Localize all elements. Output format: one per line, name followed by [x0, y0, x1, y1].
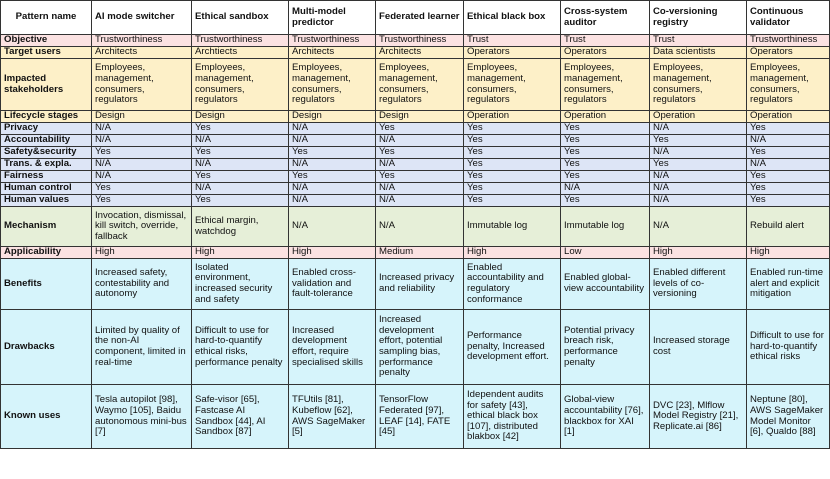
table-cell: Yes	[92, 147, 192, 159]
table-cell: Operators	[464, 47, 561, 59]
table-cell: Yes	[464, 147, 561, 159]
table-cell: Design	[376, 111, 464, 123]
table-cell: N/A	[289, 159, 376, 171]
table-row	[1, 183, 830, 195]
table-cell: Yes	[561, 123, 650, 135]
row-label: Impacted stakeholders	[1, 59, 92, 111]
table-cell: Neptune [80], AWS SageMaker Model Monitor [6], Qualdo [88]	[747, 385, 830, 449]
header-cell: Pattern name	[1, 1, 92, 35]
table-cell: N/A	[747, 159, 830, 171]
header-cell: Continuous validator	[747, 1, 830, 35]
table-cell: TFUtils [81], Kubeflow [62], AWS SageMaker [5]	[289, 385, 376, 449]
table-cell: Operation	[650, 111, 747, 123]
table-cell: Enabled run-time alert and explicit mitigation	[747, 259, 830, 310]
table-cell: Immutable log	[464, 207, 561, 247]
table-cell: Immutable log	[561, 207, 650, 247]
table-cell: TensorFlow Federated [97], LEAF [14], FATE [45]	[376, 385, 464, 449]
table-row	[1, 171, 830, 183]
table-cell: Employees, management, consumers, regulators	[561, 59, 650, 111]
table-cell: Archtiects	[192, 47, 289, 59]
table-cell: Yes	[650, 159, 747, 171]
table-cell: Limited by quality of the non-AI component, limited in real-time	[92, 310, 192, 385]
table-row	[1, 195, 830, 207]
table-cell: N/A	[289, 123, 376, 135]
table-cell: Design	[289, 111, 376, 123]
table-cell: Tesla autopilot [98], Waymo [105], Baidu autonomous mini-bus [7]	[92, 385, 192, 449]
table-cell: N/A	[376, 183, 464, 195]
table-cell: Yes	[376, 147, 464, 159]
table-cell: Ethical margin, watchdog	[192, 207, 289, 247]
table-cell: N/A	[192, 183, 289, 195]
table-cell: N/A	[376, 207, 464, 247]
header-cell: Ethical sandbox	[192, 1, 289, 35]
table-cell: N/A	[376, 135, 464, 147]
table-cell: High	[289, 247, 376, 259]
table-cell: Yes	[92, 195, 192, 207]
table-cell: Invocation, dismissal, kill switch, override, fallback	[92, 207, 192, 247]
table-cell: N/A	[376, 195, 464, 207]
table-cell: Difficult to use for hard-to-quantify ethical risks, performance penalty	[192, 310, 289, 385]
table-cell: Yes	[561, 159, 650, 171]
table-row	[1, 111, 830, 123]
table-cell: Potential privacy breach risk, performance penalty	[561, 310, 650, 385]
table-cell: N/A	[92, 159, 192, 171]
table-cell: N/A	[192, 135, 289, 147]
table-cell: Yes	[192, 147, 289, 159]
table-cell: Yes	[289, 171, 376, 183]
table-cell: DVC [23], Mlflow Model Registry [21], Replicate.ai [86]	[650, 385, 747, 449]
table-cell: N/A	[650, 195, 747, 207]
table-cell: Architects	[92, 47, 192, 59]
row-label: Benefits	[1, 259, 92, 310]
table-cell: Increased privacy and reliability	[376, 259, 464, 310]
table-cell: Trustworthiness	[289, 35, 376, 47]
table-cell: Enabled accountability and regulatory conformance	[464, 259, 561, 310]
row-label: Known uses	[1, 385, 92, 449]
table-cell: N/A	[561, 183, 650, 195]
table-cell: Yes	[464, 171, 561, 183]
row-label: Fairness	[1, 171, 92, 183]
table-cell: N/A	[650, 123, 747, 135]
table-cell: Yes	[464, 159, 561, 171]
table-cell: N/A	[289, 195, 376, 207]
table-cell: Yes	[561, 147, 650, 159]
table-cell: Increased storage cost	[650, 310, 747, 385]
table-cell: N/A	[92, 123, 192, 135]
table-row	[1, 35, 830, 47]
table-row	[1, 247, 830, 259]
header-row	[1, 1, 830, 35]
table-cell: Employees, management, consumers, regulators	[464, 59, 561, 111]
table-cell: Idependent audits for safety [43], ethical black box [107], distributed blakbox [42]	[464, 385, 561, 449]
table-cell: Low	[561, 247, 650, 259]
table-cell: Operators	[747, 47, 830, 59]
table-cell: N/A	[289, 183, 376, 195]
table-cell: Trust	[464, 35, 561, 47]
table-cell: Yes	[464, 123, 561, 135]
table-cell: Employees, management, consumers, regulators	[376, 59, 464, 111]
table-cell: N/A	[747, 135, 830, 147]
table-row	[1, 159, 830, 171]
table-cell: N/A	[376, 159, 464, 171]
row-label: Objective	[1, 35, 92, 47]
row-label: Trans. & expla.	[1, 159, 92, 171]
row-label: Human values	[1, 195, 92, 207]
table-cell: Yes	[192, 195, 289, 207]
table-cell: Yes	[747, 195, 830, 207]
table-cell: High	[92, 247, 192, 259]
table-cell: Yes	[561, 135, 650, 147]
table-row	[1, 59, 830, 111]
table-cell: Safe-visor [65], Fastcase AI Sandbox [44], AI Sandbox [87]	[192, 385, 289, 449]
table-cell: Global-view accountability [76], blackbox for XAI [1]	[561, 385, 650, 449]
table-cell: Enabled cross-validation and fault-tolerance	[289, 259, 376, 310]
table-cell: Employees, management, consumers, regulators	[289, 59, 376, 111]
table-row	[1, 385, 830, 449]
table-cell: Performance penalty, Increased development effort.	[464, 310, 561, 385]
table-cell: Increased development effort, require specialised skills	[289, 310, 376, 385]
table-cell: Design	[192, 111, 289, 123]
row-label: Lifecycle stages	[1, 111, 92, 123]
table-cell: High	[192, 247, 289, 259]
table-cell: High	[747, 247, 830, 259]
table-cell: Operation	[464, 111, 561, 123]
table-cell: Yes	[464, 195, 561, 207]
row-label: Applicability	[1, 247, 92, 259]
table-cell: N/A	[650, 147, 747, 159]
table-cell: N/A	[650, 171, 747, 183]
row-label: Accountability	[1, 135, 92, 147]
header-cell: Multi-model predictor	[289, 1, 376, 35]
table-cell: Yes	[192, 171, 289, 183]
header-cell: Federated learner	[376, 1, 464, 35]
table-cell: Yes	[747, 171, 830, 183]
table-cell: Architects	[289, 47, 376, 59]
table-cell: Trustworthiness	[192, 35, 289, 47]
header-cell: AI mode switcher	[92, 1, 192, 35]
table-cell: Yes	[747, 123, 830, 135]
table-cell: Trust	[650, 35, 747, 47]
row-label: Drawbacks	[1, 310, 92, 385]
table-cell: N/A	[289, 207, 376, 247]
table-cell: Operation	[747, 111, 830, 123]
table-cell: Yes	[464, 135, 561, 147]
table-cell: Data scientists	[650, 47, 747, 59]
table-cell: Yes	[747, 147, 830, 159]
table-cell: Employees, management, consumers, regulators	[747, 59, 830, 111]
row-label: Privacy	[1, 123, 92, 135]
table-row	[1, 135, 830, 147]
table-cell: Rebuild alert	[747, 207, 830, 247]
table-cell: Yes	[376, 123, 464, 135]
row-label: Mechanism	[1, 207, 92, 247]
table-cell: Operation	[561, 111, 650, 123]
row-label: Human control	[1, 183, 92, 195]
table-row	[1, 123, 830, 135]
table-cell: Yes	[92, 183, 192, 195]
table-cell: N/A	[92, 135, 192, 147]
table-cell: Yes	[561, 195, 650, 207]
table-cell: Employees, management, consumers, regulators	[650, 59, 747, 111]
table-cell: Yes	[747, 183, 830, 195]
table-cell: Trustworthiness	[376, 35, 464, 47]
table-cell: Yes	[464, 183, 561, 195]
table-row	[1, 207, 830, 247]
table-cell: Enabled global-view accountability	[561, 259, 650, 310]
table-cell: Difficult to use for hard-to-quantify ethical risks	[747, 310, 830, 385]
table-cell: N/A	[92, 171, 192, 183]
table-cell: High	[464, 247, 561, 259]
table-cell: Yes	[561, 171, 650, 183]
table-cell: Yes	[289, 147, 376, 159]
table-cell: Trustworthiness	[747, 35, 830, 47]
table-cell: Yes	[650, 135, 747, 147]
row-label: Safety&security	[1, 147, 92, 159]
header-cell: Cross-system auditor	[561, 1, 650, 35]
table-cell: N/A	[192, 159, 289, 171]
table-row	[1, 259, 830, 310]
table-cell: Isolated environment, increased security and safety	[192, 259, 289, 310]
table-cell: N/A	[289, 135, 376, 147]
table-cell: Design	[92, 111, 192, 123]
table-cell: Architects	[376, 47, 464, 59]
table-cell: Employees, management, consumers, regulators	[92, 59, 192, 111]
table-cell: Employees, management, consumers, regulators	[192, 59, 289, 111]
table-cell: Trust	[561, 35, 650, 47]
table-row	[1, 47, 830, 59]
table-cell: N/A	[650, 183, 747, 195]
table-cell: N/A	[650, 207, 747, 247]
table-cell: Increased development effort, potential sampling bias, performance penalty	[376, 310, 464, 385]
table-cell: Yes	[376, 171, 464, 183]
table-cell: Enabled different levels of co-versioning	[650, 259, 747, 310]
table-cell: Operators	[561, 47, 650, 59]
table-row	[1, 310, 830, 385]
header-cell: Ethical black box	[464, 1, 561, 35]
table-cell: High	[650, 247, 747, 259]
table-cell: Increased safety, contestability and autonomy	[92, 259, 192, 310]
table-cell: Trustworthiness	[92, 35, 192, 47]
table-row	[1, 147, 830, 159]
row-label: Target users	[1, 47, 92, 59]
table-cell: Yes	[192, 123, 289, 135]
header-cell: Co-versioning registry	[650, 1, 747, 35]
table-cell: Medium	[376, 247, 464, 259]
